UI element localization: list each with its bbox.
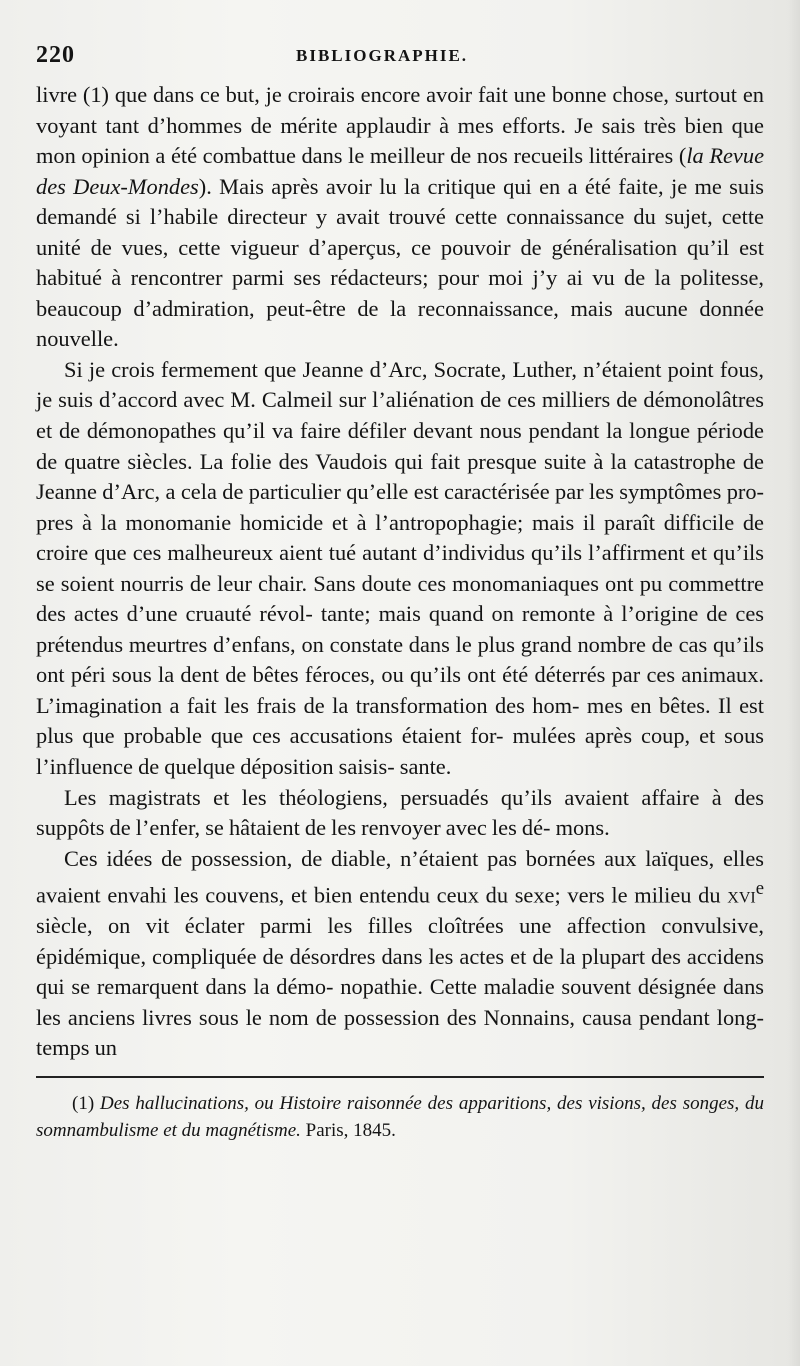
text-segment: siècle, on vit éclater parmi les filles cloîtrées une affection convulsive, épidémique, compliquée de désordres dans les actes et de la plupart des accidens qui se remarquent dans la démo- nopathie. Cette maladie souvent désignée dans les anciens livres sous le nom de possession des Nonnains, causa pendant long-temps un [36, 913, 764, 1061]
footnote-marker: (1) [72, 1092, 95, 1114]
footnote-title: Des hallucinations, ou Histoire raisonnée des apparitions, des visions, des songes, du somnambulisme et du magnétisme. [36, 1092, 765, 1141]
page-edge-shadow [788, 0, 800, 1366]
running-title: BIBLIOGRAPHIE. [296, 46, 469, 65]
text-segment: Les magistrats et les théologiens, persuadés qu’ils avaient affaire à des suppôts de l’enfer, se hâtaient de les renvoyer avec les dé- mons. [36, 784, 764, 841]
paragraph [36, 80, 764, 355]
text-segment: livre (1) que dans ce but, je croirais encore avoir fait une bonne chose, surtout en voyant tant d’hommes de mérite applaudir à mes efforts. Je sais très bien que mon opinion a été combattue dans le meilleur de nos recueils littéraires ( [36, 82, 764, 169]
paragraph [36, 355, 764, 783]
page-header [36, 42, 764, 80]
text-segment: la Revue des Deux-Mondes [36, 143, 765, 199]
text-segment: Ces idées de possession, de diable, n’étaient pas bornées aux laïques, elles avaient envahi les couvens, et bien entendu ceux du sexe; vers le milieu du [36, 845, 764, 908]
body-text [36, 80, 764, 1064]
paragraph [36, 783, 764, 844]
text-segment: ). Mais après avoir lu la critique qui en a été faite, je me suis demandé si l’habile directeur y avait trouvé cette connaissance du sujet, cette unité de vues, cette vigueur d’aperçus, ce pouvoir de généralisation qu’il est habitué à rencontrer parmi ses rédacteurs; pour moi j’y ai vu de la politesse, beaucoup d’admiration, peut-être de la reconnaissance, mais aucune donnée nouvelle. [36, 173, 765, 352]
text-segment: Si je crois fermement que Jeanne d’Arc, Socrate, Luther, n’étaient point fous, je suis d’accord avec M. Calmeil sur l’aliénation de ces milliers de démonolâtres et de démonopathes qu’il va faire défiler devant nous pendant la longue période de quatre siècles. La folie des Vaudois qui fait presque suite à la catastrophe de Jeanne d’Arc, a cela de particulier qu’elle est caractérisée par les symptômes pro- pres à la monomanie homicide et à l’antropophagie; mais il paraît difficile de croire que ces malheureux aient tué autant d’individus qu’ils l’affirment et qu’ils se soient nourris de leur chair. Sans doute ces monomaniaques ont pu commettre des actes d’une cruauté révol- tante; mais quand on remonte à l’origine de ces prétendus meurtres d’enfans, on constate dans le plus grand nombre de cas qu’ils ont péri sous la dent de bêtes féroces, ou qu’ils ont été déterrés par ces animaux. L’imagination a fait les frais de la transformation des hom- mes en bêtes. Il est plus que probable que ces accusations étaient for- mulées après coup, et sous l’influence de quelque déposition saisis- sante. [36, 356, 764, 780]
paragraph [36, 844, 764, 1064]
footnote [36, 1090, 764, 1144]
footnote-publication: Paris, 1845. [300, 1119, 396, 1141]
text-segment: xvi [727, 882, 756, 908]
text-segment: e [755, 878, 764, 900]
footnote-divider [36, 1076, 764, 1078]
page-number: 220 [36, 42, 75, 68]
